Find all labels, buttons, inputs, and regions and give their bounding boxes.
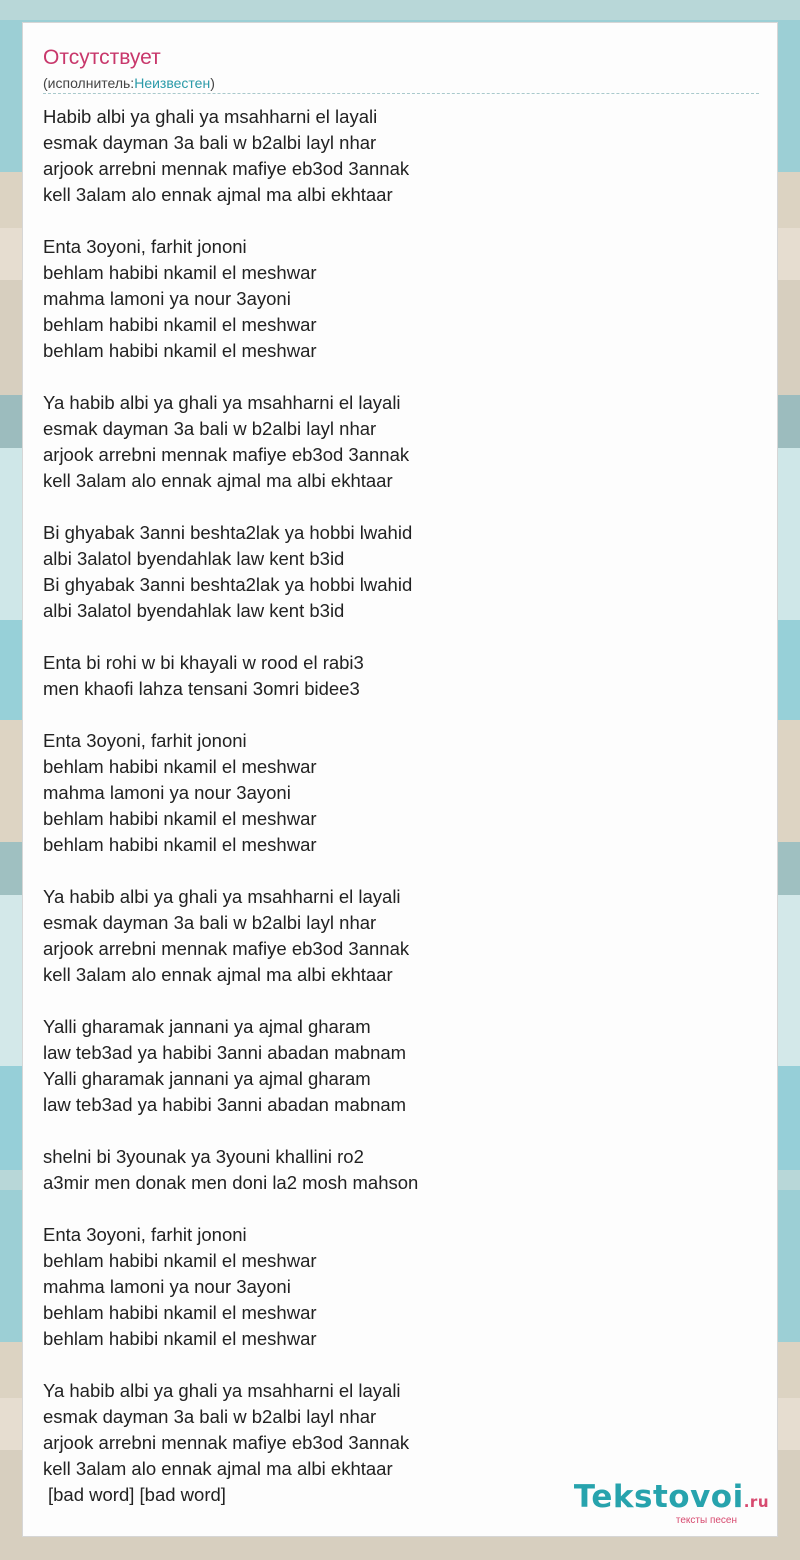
logo-wordmark: [574, 1481, 769, 1518]
lyrics-line: Ya habib albi ya ghali ya msahharni el layali: [43, 886, 401, 907]
lyrics-line: behlam habibi nkamil el meshwar: [43, 1250, 317, 1271]
lyrics-text: [43, 104, 743, 1508]
lyrics-line: Enta 3oyoni, farhit jononi: [43, 1224, 247, 1245]
lyrics-line: Yalli gharamak jannani ya ajmal gharam: [43, 1068, 371, 1089]
song-title: Отсутствует: [43, 46, 161, 69]
lyrics-line: behlam habibi nkamil el meshwar: [43, 340, 317, 361]
lyrics-line: behlam habibi nkamil el meshwar: [43, 1302, 317, 1323]
lyrics-line: Enta 3oyoni, farhit jononi: [43, 236, 247, 257]
lyrics-line: behlam habibi nkamil el meshwar: [43, 314, 317, 335]
lyrics-stanza: [43, 104, 743, 208]
lyrics-line: esmak dayman 3a bali w b2albi layl nhar: [43, 1406, 377, 1427]
logo-name: Tekstovoi: [573, 1479, 744, 1515]
lyrics-stanza: [43, 520, 743, 624]
lyrics-line: Ya habib albi ya ghali ya msahharni el layali: [43, 392, 401, 413]
lyrics-line: arjook arrebni mennak mafiye eb3od 3annak: [43, 938, 410, 959]
lyrics-stanza: [43, 1222, 743, 1352]
lyrics-line: esmak dayman 3a bali w b2albi layl nhar: [43, 418, 377, 439]
lyrics-line: mahma lamoni ya nour 3ayoni: [43, 288, 291, 309]
lyrics-stanza: [43, 234, 743, 364]
lyrics-line: Bi ghyabak 3anni beshta2lak ya hobbi lwahid: [43, 574, 413, 595]
lyrics-line: Enta 3oyoni, farhit jononi: [43, 730, 247, 751]
lyrics-line: kell 3alam alo ennak ajmal ma albi ekhtaar: [43, 184, 393, 205]
lyrics-line: men khaofi lahza tensani 3omri bidee3: [43, 678, 360, 699]
lyrics-line: esmak dayman 3a bali w b2albi layl nhar: [43, 132, 377, 153]
performer-link[interactable]: Неизвестен: [134, 75, 211, 91]
lyrics-line: kell 3alam alo ennak ajmal ma albi ekhtaar: [43, 1458, 393, 1479]
performer-line: [43, 74, 215, 92]
header-divider: [43, 93, 759, 94]
lyrics-line: arjook arrebni mennak mafiye eb3od 3annak: [43, 1432, 410, 1453]
lyrics-line: shelni bi 3younak ya 3youni khallini ro2: [43, 1146, 364, 1167]
lyrics-line: law teb3ad ya habibi 3anni abadan mabnam: [43, 1094, 407, 1115]
lyrics-line: albi 3alatol byendahlak law kent b3id: [43, 548, 345, 569]
lyrics-card: [22, 22, 778, 1537]
lyrics-stanza: [43, 884, 743, 988]
lyrics-line: arjook arrebni mennak mafiye eb3od 3annak: [43, 158, 410, 179]
performer-label: (исполнитель:: [43, 75, 135, 91]
lyrics-line: [bad word] [bad word]: [48, 1484, 226, 1505]
performer-close: ): [210, 75, 215, 91]
lyrics-stanza: [43, 728, 743, 858]
lyrics-stanza: [43, 390, 743, 494]
logo-tld: .ru: [743, 1493, 769, 1511]
lyrics-line: behlam habibi nkamil el meshwar: [43, 756, 317, 777]
lyrics-line: Habib albi ya ghali ya msahharni el layali: [43, 106, 378, 127]
lyrics-line: behlam habibi nkamil el meshwar: [43, 1328, 317, 1349]
lyrics-line: esmak dayman 3a bali w b2albi layl nhar: [43, 912, 377, 933]
logo-tagline: тексты песен: [675, 1515, 737, 1526]
lyrics-line: behlam habibi nkamil el meshwar: [43, 808, 317, 829]
lyrics-line: kell 3alam alo ennak ajmal ma albi ekhtaar: [43, 964, 393, 985]
lyrics-line: Bi ghyabak 3anni beshta2lak ya hobbi lwahid: [43, 522, 413, 543]
lyrics-stanza: [43, 650, 743, 702]
lyrics-line: Ya habib albi ya ghali ya msahharni el layali: [43, 1380, 401, 1401]
lyrics-stanza: [43, 1144, 743, 1196]
lyrics-line: law teb3ad ya habibi 3anni abadan mabnam: [43, 1042, 407, 1063]
lyrics-line: mahma lamoni ya nour 3ayoni: [43, 1276, 291, 1297]
lyrics-line: mahma lamoni ya nour 3ayoni: [43, 782, 291, 803]
lyrics-line: arjook arrebni mennak mafiye eb3od 3annak: [43, 444, 410, 465]
lyrics-line: a3mir men donak men doni la2 mosh mahson: [43, 1172, 419, 1193]
lyrics-line: albi 3alatol byendahlak law kent b3id: [43, 600, 345, 621]
lyrics-line: kell 3alam alo ennak ajmal ma albi ekhtaar: [43, 470, 393, 491]
lyrics-line: Enta bi rohi w bi khayali w rood el rabi3: [43, 652, 364, 673]
lyrics-stanza: [43, 1014, 743, 1118]
lyrics-line: behlam habibi nkamil el meshwar: [43, 262, 317, 283]
lyrics-line: behlam habibi nkamil el meshwar: [43, 834, 317, 855]
lyrics-line: Yalli gharamak jannani ya ajmal gharam: [43, 1016, 371, 1037]
site-logo[interactable]: [574, 1481, 769, 1526]
